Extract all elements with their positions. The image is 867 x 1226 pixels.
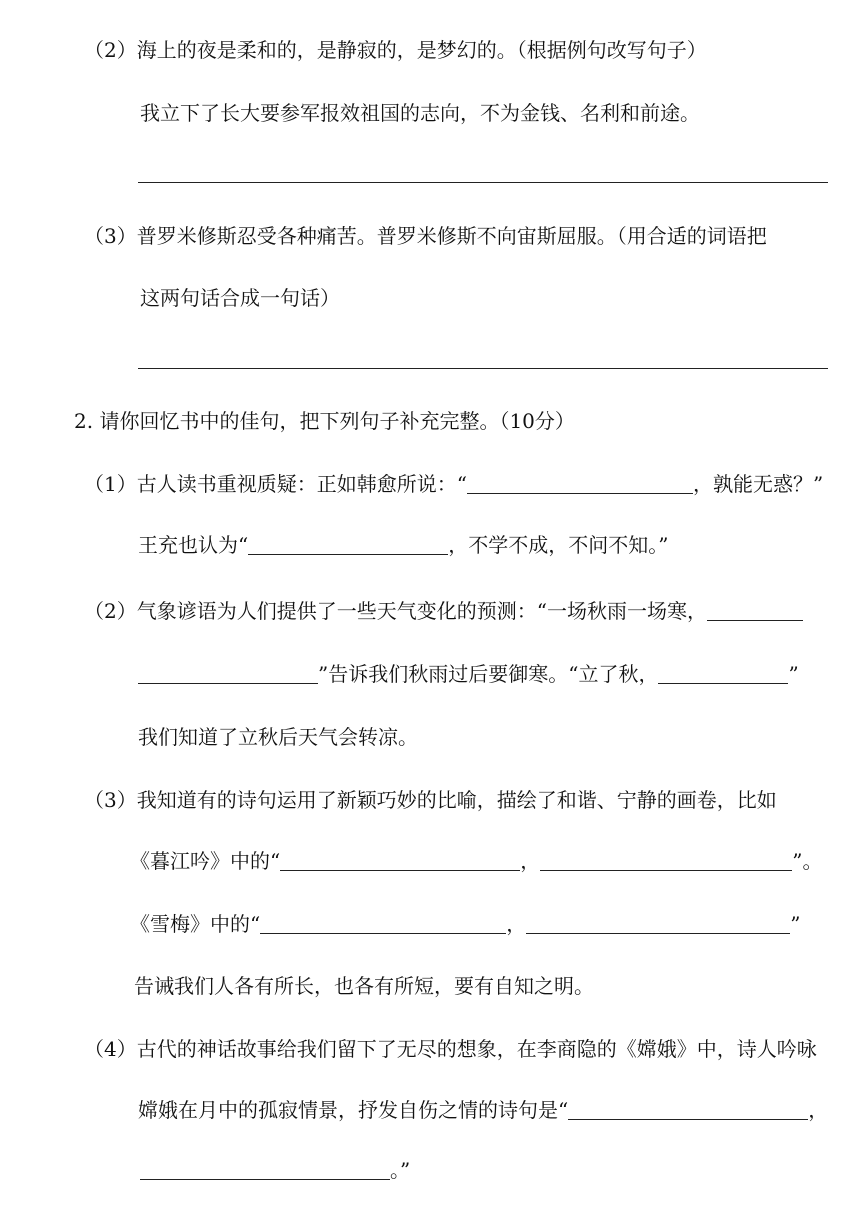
q2-item3-line4: 告诫我们人各有所长，也各有所短，要有自知之明。 bbox=[134, 974, 594, 998]
q2-item3-blank-4[interactable] bbox=[526, 913, 790, 934]
q2-item2-line2 bbox=[138, 660, 799, 688]
q2-item4-blank-1[interactable] bbox=[568, 1099, 808, 1120]
q2-item4-line3-text-a: 。” bbox=[390, 1158, 411, 1182]
q2-item2-blank-1-continued[interactable] bbox=[138, 663, 318, 684]
q2-item2-blank-1[interactable] bbox=[707, 600, 803, 621]
q2-item2-line2-text-b: ” bbox=[788, 662, 799, 686]
q2-heading: 2. 请你回忆书中的佳句，把下列句子补充完整。（10分） bbox=[74, 409, 575, 433]
q2-item1-blank-1[interactable] bbox=[467, 473, 693, 494]
q2-item3-line2 bbox=[130, 847, 822, 875]
q2-item4-line2 bbox=[138, 1096, 828, 1124]
q2-item3-blank-3[interactable] bbox=[260, 913, 506, 934]
q2-item3-line1: （3）我知道有的诗句运用了新颖巧妙的比喻，描绘了和谐、宁静的画卷，比如 bbox=[84, 788, 777, 812]
q2-item4-line1: （4）古代的神话故事给我们留下了无尽的想象，在李商隐的《嫦娥》中，诗人吟咏 bbox=[84, 1037, 817, 1061]
q2-item2-line2-text-a: ”告诉我们秋雨过后要御寒。“立了秋， bbox=[318, 662, 659, 686]
q2-item3-blank-1[interactable] bbox=[280, 850, 520, 871]
q2-item4-line2-text-b: ， bbox=[808, 1098, 829, 1122]
q2-item1-line1-text-a: （1）古人读书重视质疑：正如韩愈所说：“ bbox=[84, 472, 467, 496]
q2-item3-line3 bbox=[130, 910, 800, 938]
q2-item1-line2-text-b: ，不学不成，不问不知。” bbox=[448, 533, 669, 557]
q2-item1-line1 bbox=[84, 470, 823, 498]
q1-item3-prompt-line1: （3）普罗米修斯忍受各种痛苦。普罗米修斯不向宙斯屈服。（用合适的词语把 bbox=[84, 224, 767, 248]
q2-item3-line2-text-b: ， bbox=[520, 849, 541, 873]
q1-item2-sentence: 我立下了长大要参军报效祖国的志向，不为金钱、名利和前途。 bbox=[140, 101, 700, 125]
q2-item1-blank-2[interactable] bbox=[248, 534, 448, 555]
q2-item4-line3 bbox=[140, 1156, 410, 1184]
q2-item2-line3: 我们知道了立秋后天气会转凉。 bbox=[138, 725, 418, 749]
q2-item1-line2-text-a: 王充也认为“ bbox=[138, 533, 249, 557]
q2-item2-blank-2[interactable] bbox=[658, 663, 788, 684]
q1-item3-prompt-line2: 这两句话合成一句话） bbox=[140, 286, 340, 310]
q1-item3-answer-line[interactable] bbox=[138, 368, 828, 369]
q2-item2-line1 bbox=[84, 597, 803, 625]
q2-item3-line3-text-b: ， bbox=[506, 912, 527, 936]
q2-item3-line2-text-a: 《暮江吟》中的“ bbox=[130, 849, 281, 873]
q2-item4-line2-text-a: 嫦娥在月中的孤寂情景，抒发自伤之情的诗句是“ bbox=[138, 1098, 569, 1122]
q2-item3-blank-2[interactable] bbox=[540, 850, 792, 871]
q1-item2-answer-line[interactable] bbox=[138, 182, 828, 183]
q2-item3-line3-text-c: ” bbox=[790, 912, 801, 936]
q1-item2-prompt: （2）海上的夜是柔和的，是静寂的，是梦幻的。（根据例句改写句子） bbox=[84, 38, 707, 62]
q2-item3-line2-text-c: ”。 bbox=[792, 849, 823, 873]
q2-item2-line1-text-a: （2）气象谚语为人们提供了一些天气变化的预测：“一场秋雨一场寒， bbox=[84, 599, 707, 623]
q2-item3-line3-text-a: 《雪梅》中的“ bbox=[130, 912, 261, 936]
q2-item4-blank-2[interactable] bbox=[140, 1159, 390, 1180]
q2-item1-line1-text-b: ，孰能无惑？” bbox=[692, 472, 824, 496]
q2-item1-line2 bbox=[138, 531, 668, 559]
